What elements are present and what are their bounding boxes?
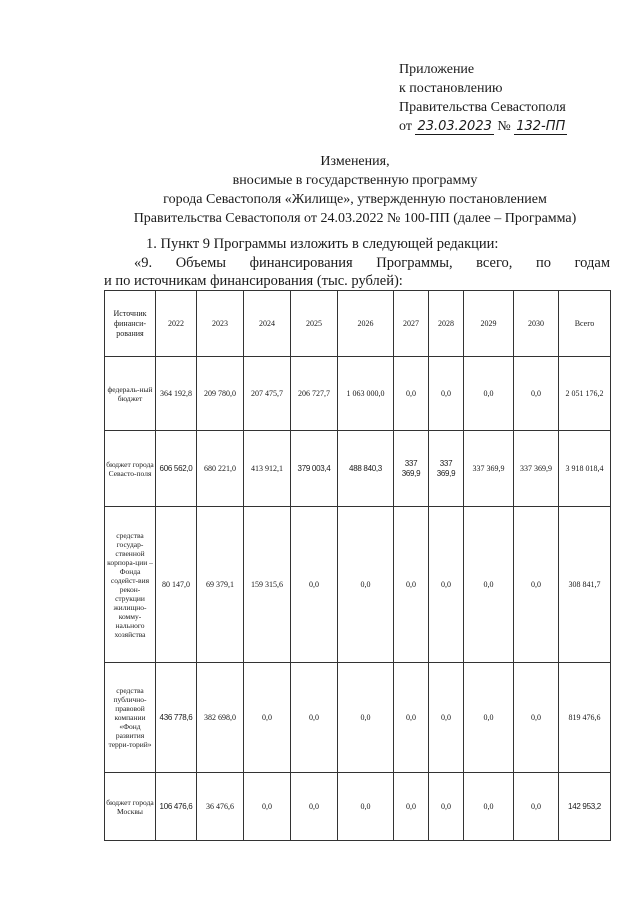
table-cell: 3 918 018,4 bbox=[559, 431, 611, 507]
table-cell: 436 778,6 bbox=[156, 663, 197, 773]
table-cell: 0,0 bbox=[514, 663, 559, 773]
row-source: средства государ-ственной корпора-ции – Фонда содейст-вия рекон-струкции жилищно-комму-нального хозяйства bbox=[105, 507, 156, 663]
title-line-2: вносимые в государственную программу bbox=[232, 173, 478, 188]
paragraph-1: 1. Пункт 9 Программы изложить в следующей редакции: bbox=[146, 236, 499, 252]
table-row bbox=[105, 507, 611, 663]
number-prefix: № bbox=[497, 119, 511, 134]
appendix-line-2: к постановлению bbox=[399, 81, 503, 96]
table-cell: 308 841,7 bbox=[559, 507, 611, 663]
title-line-4: Правительства Севастополя от 24.03.2022 № 100-ПП (далее – Программа) bbox=[133, 211, 577, 226]
table-cell: 209 780,0 bbox=[197, 357, 244, 431]
appendix-block bbox=[399, 60, 567, 136]
title-line-3: города Севастополя «Жилище», утвержденную постановлением bbox=[163, 192, 547, 207]
financing-table bbox=[104, 290, 611, 841]
table-cell: 0,0 bbox=[244, 773, 291, 841]
paragraph-3: и по источникам финансирования (тыс. рублей): bbox=[104, 273, 403, 289]
table-cell: 0,0 bbox=[394, 357, 429, 431]
table-cell: 1 063 000,0 bbox=[338, 357, 394, 431]
appendix-line-3: Правительства Севастополя bbox=[399, 100, 566, 115]
table-cell: 0,0 bbox=[338, 663, 394, 773]
document-title bbox=[100, 152, 610, 228]
table-cell: 364 192,8 bbox=[156, 357, 197, 431]
table-cell: 0,0 bbox=[291, 507, 338, 663]
table-cell: 337 369,9 bbox=[429, 431, 464, 507]
header-year: 2027 bbox=[394, 291, 429, 357]
table-cell: 0,0 bbox=[291, 773, 338, 841]
table-row bbox=[105, 431, 611, 507]
header-year: 2024 bbox=[244, 291, 291, 357]
table-cell: 0,0 bbox=[244, 663, 291, 773]
header-year: 2026 bbox=[338, 291, 394, 357]
table-cell: 36 476,6 bbox=[197, 773, 244, 841]
table-cell: 0,0 bbox=[514, 773, 559, 841]
table-cell: 0,0 bbox=[429, 773, 464, 841]
table-cell: 159 315,6 bbox=[244, 507, 291, 663]
table-row bbox=[105, 773, 611, 841]
table-cell: 337 369,9 bbox=[464, 431, 514, 507]
header-year: 2028 bbox=[429, 291, 464, 357]
table-cell: 0,0 bbox=[429, 507, 464, 663]
table-cell: 0,0 bbox=[464, 357, 514, 431]
table-cell: 0,0 bbox=[514, 357, 559, 431]
appendix-line-1: Приложение bbox=[399, 62, 475, 77]
table-cell: 0,0 bbox=[429, 357, 464, 431]
table-cell: 0,0 bbox=[464, 773, 514, 841]
table-cell: 382 698,0 bbox=[197, 663, 244, 773]
appendix-date-line bbox=[399, 117, 567, 136]
table-cell: 819 476,6 bbox=[559, 663, 611, 773]
table-cell: 0,0 bbox=[338, 773, 394, 841]
header-year: 2022 bbox=[156, 291, 197, 357]
title-line-1: Изменения, bbox=[320, 154, 390, 169]
row-source: бюджет города Севасто-поля bbox=[105, 431, 156, 507]
row-source: федераль-ный бюджет bbox=[105, 357, 156, 431]
handwritten-date: 23.03.2023 bbox=[417, 119, 492, 134]
table-cell: 0,0 bbox=[394, 507, 429, 663]
table-cell: 206 727,7 bbox=[291, 357, 338, 431]
table-cell: 0,0 bbox=[429, 663, 464, 773]
table-row bbox=[105, 663, 611, 773]
table-cell: 207 475,7 bbox=[244, 357, 291, 431]
table-cell: 0,0 bbox=[394, 663, 429, 773]
table-cell: 142 953,2 bbox=[559, 773, 611, 841]
table-cell: 0,0 bbox=[394, 773, 429, 841]
table-cell: 488 840,3 bbox=[338, 431, 394, 507]
table-row bbox=[105, 357, 611, 431]
header-year: 2029 bbox=[464, 291, 514, 357]
header-year: 2023 bbox=[197, 291, 244, 357]
header-source: Источник финанси-рования bbox=[105, 291, 156, 357]
date-prefix: от bbox=[399, 119, 412, 134]
row-source: средства публично-правовой компании «Фонд развития терри-торий» bbox=[105, 663, 156, 773]
row-source: бюджет города Москвы bbox=[105, 773, 156, 841]
table-header-row bbox=[105, 291, 611, 357]
table-cell: 106 476,6 bbox=[156, 773, 197, 841]
table-cell: 337 369,9 bbox=[514, 431, 559, 507]
table-cell: 680 221,0 bbox=[197, 431, 244, 507]
table-cell: 0,0 bbox=[464, 507, 514, 663]
header-total: Всего bbox=[559, 291, 611, 357]
table-cell: 337 369,9 bbox=[394, 431, 429, 507]
paragraph-2: «9. Объемы финансирования Программы, всего, по годам bbox=[134, 255, 610, 271]
table-cell: 0,0 bbox=[464, 663, 514, 773]
table-cell: 0,0 bbox=[291, 663, 338, 773]
table-cell: 606 562,0 bbox=[156, 431, 197, 507]
handwritten-number: 132-ПП bbox=[516, 119, 566, 134]
table-cell: 0,0 bbox=[514, 507, 559, 663]
header-year: 2030 bbox=[514, 291, 559, 357]
table-cell: 0,0 bbox=[338, 507, 394, 663]
table-cell: 69 379,1 bbox=[197, 507, 244, 663]
header-year: 2025 bbox=[291, 291, 338, 357]
table-cell: 379 003,4 bbox=[291, 431, 338, 507]
table-cell: 80 147,0 bbox=[156, 507, 197, 663]
table-cell: 2 051 176,2 bbox=[559, 357, 611, 431]
table-cell: 413 912,1 bbox=[244, 431, 291, 507]
